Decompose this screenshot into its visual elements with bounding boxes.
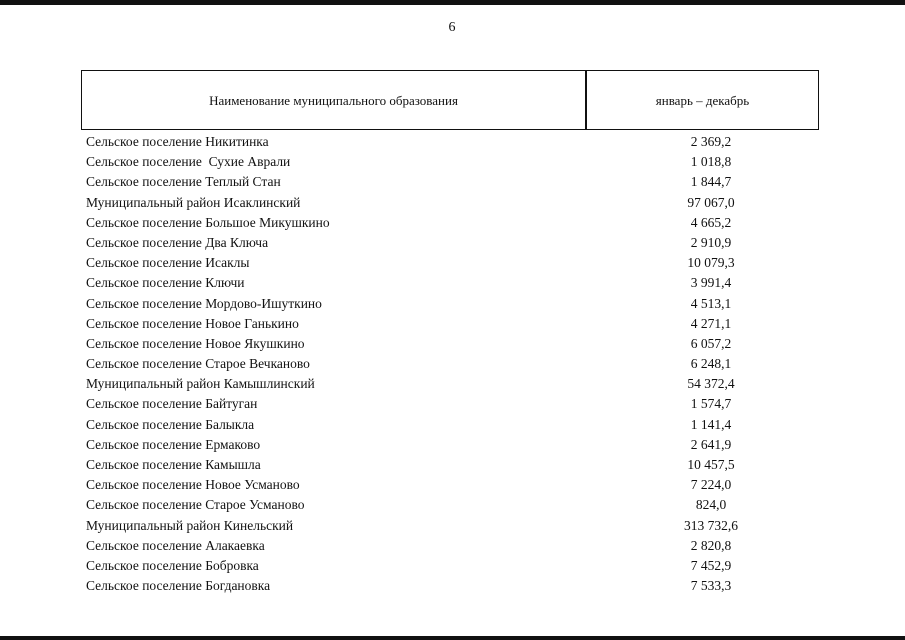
row-name: Сельское поселение Новое Якушкино <box>86 335 305 351</box>
table-row <box>86 556 820 576</box>
table-row <box>86 576 820 596</box>
column-header-name: Наименование муниципального образования <box>209 93 458 108</box>
row-name: Сельское поселение Ключи <box>86 275 245 291</box>
row-name: Муниципальный район Камышлинский <box>86 376 315 392</box>
top-scan-border <box>0 0 905 5</box>
row-name: Муниципальный район Исаклинский <box>86 194 301 210</box>
table-row <box>86 213 820 233</box>
row-value: 4 271,1 <box>690 315 732 331</box>
row-name: Сельское поселение Новое Ганькино <box>86 315 299 331</box>
table-row <box>86 495 820 515</box>
table-row <box>86 253 820 273</box>
table-row <box>86 172 820 192</box>
row-name: Сельское поселение Богдановка <box>86 578 271 594</box>
row-name: Сельское поселение Два Ключа <box>86 234 269 250</box>
row-value: 6 057,2 <box>690 335 732 351</box>
bottom-scan-border <box>0 636 905 640</box>
table-row <box>86 475 820 495</box>
table-row <box>86 354 820 374</box>
row-value: 54 372,4 <box>687 376 735 392</box>
table-row <box>86 334 820 354</box>
row-value: 4 665,2 <box>690 214 732 230</box>
row-value: 2 641,9 <box>690 436 732 452</box>
row-name: Сельское поселение Ермаково <box>86 436 261 452</box>
row-value: 7 533,3 <box>690 578 732 594</box>
column-header-period: январь – декабрь <box>655 93 750 108</box>
row-name: Сельское поселение Старое Вечканово <box>86 356 310 372</box>
row-name: Сельское поселение Большое Микушкино <box>86 214 330 230</box>
row-name: Сельское поселение Новое Усманово <box>86 477 300 493</box>
row-value: 6 248,1 <box>690 356 732 372</box>
table-row <box>86 394 820 414</box>
row-value: 2 910,9 <box>690 234 732 250</box>
row-value: 2 369,2 <box>690 134 732 149</box>
row-value: 10 079,3 <box>687 255 735 271</box>
row-name: Сельское поселение Исаклы <box>86 255 250 271</box>
row-value: 3 991,4 <box>690 275 732 291</box>
table-row <box>86 294 820 314</box>
row-name: Сельское поселение Сухие Аврали <box>86 154 291 170</box>
row-name: Сельское поселение Алакаевка <box>86 537 265 553</box>
row-value: 10 457,5 <box>687 457 735 472</box>
table-row <box>86 273 820 293</box>
row-name: Сельское поселение Бобровка <box>86 557 259 573</box>
row-value: 2 820,8 <box>690 537 732 553</box>
table-header <box>81 70 819 130</box>
row-name: Сельское поселение Камышла <box>86 457 261 472</box>
table-row <box>86 132 820 152</box>
row-value: 1 018,8 <box>690 154 732 170</box>
row-name: Сельское поселение Старое Усманово <box>86 497 305 513</box>
row-name: Сельское поселение Байтуган <box>86 396 258 412</box>
row-value: 1 141,4 <box>690 416 732 432</box>
table-row <box>86 374 820 394</box>
table-row <box>86 435 820 455</box>
row-value: 1 574,7 <box>690 396 732 412</box>
table-row <box>86 152 820 172</box>
row-name: Сельское поселение Теплый Стан <box>86 174 281 190</box>
row-value: 1 844,7 <box>690 174 732 190</box>
table-body <box>86 132 820 596</box>
row-name: Сельское поселение Никитинка <box>86 134 269 149</box>
table-row <box>86 193 820 213</box>
table-row <box>86 536 820 556</box>
page-number: 6 <box>448 20 456 35</box>
table-row <box>86 516 820 536</box>
row-value: 97 067,0 <box>687 194 735 210</box>
row-name: Муниципальный район Кинельский <box>86 517 294 533</box>
row-name: Сельское поселение Мордово-Ишуткино <box>86 295 322 311</box>
row-name: Сельское поселение Балыкла <box>86 416 255 432</box>
row-value: 824,0 <box>695 497 727 513</box>
row-value: 7 224,0 <box>690 477 732 493</box>
row-value: 4 513,1 <box>690 295 732 311</box>
row-value: 7 452,9 <box>690 557 732 573</box>
table-row <box>86 233 820 253</box>
table-row <box>86 415 820 435</box>
row-value: 313 732,6 <box>684 517 738 533</box>
table-row <box>86 455 820 475</box>
table-row <box>86 314 820 334</box>
